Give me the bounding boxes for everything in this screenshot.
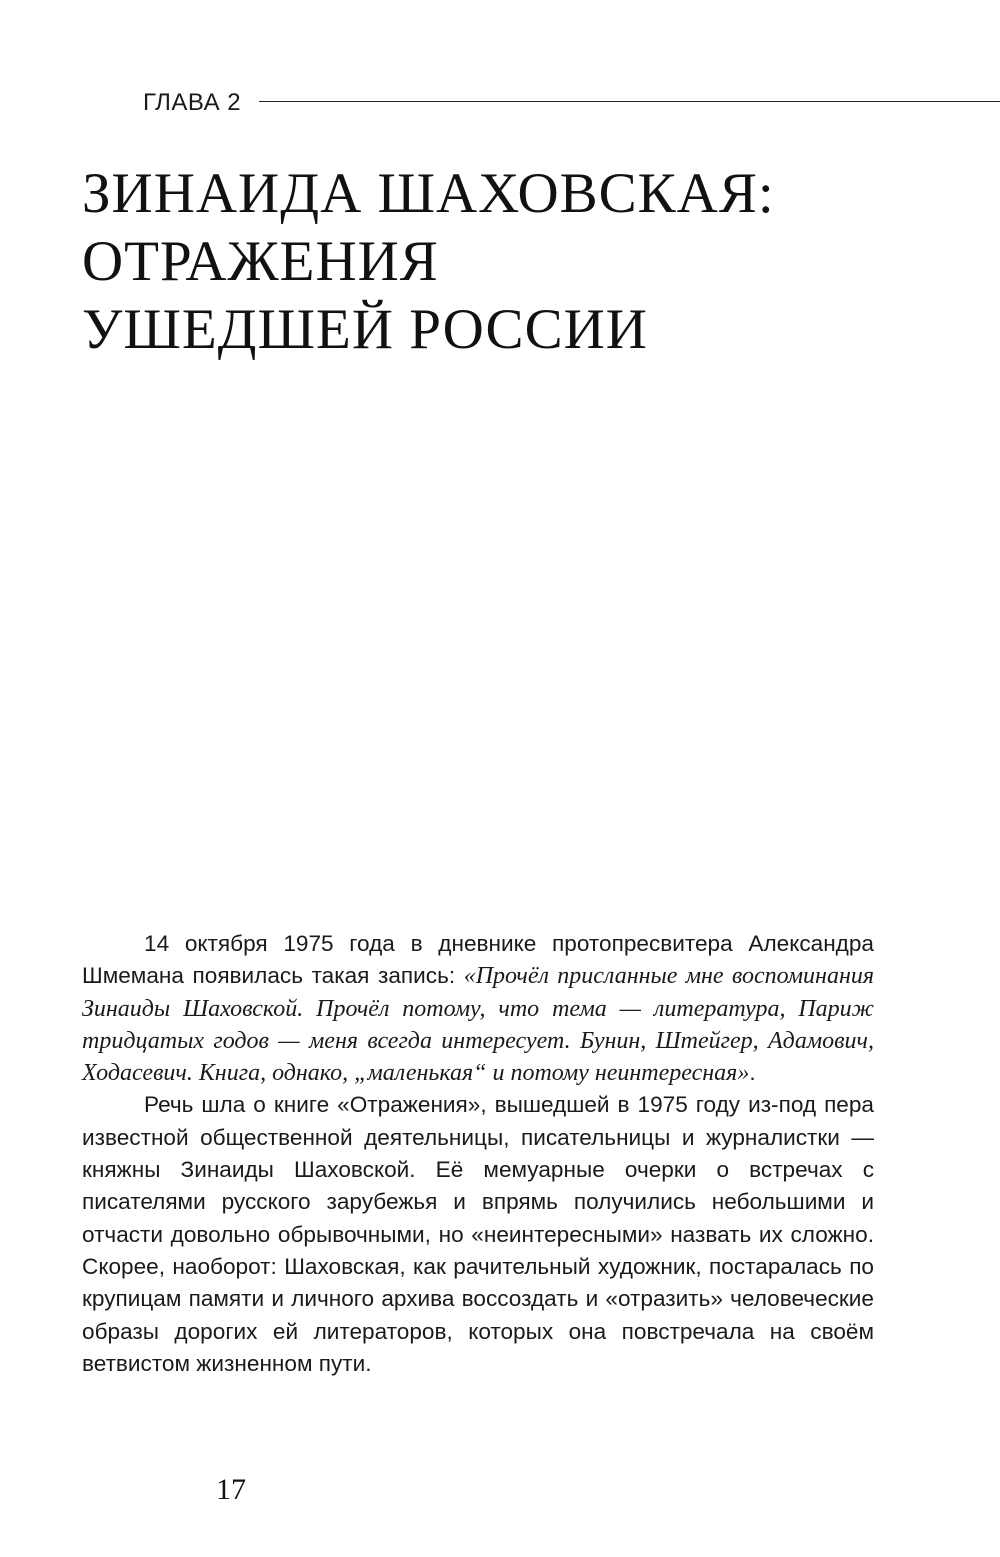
page-number: 17	[216, 1473, 246, 1506]
paragraph-1-end: .	[749, 1060, 756, 1086]
paragraph-2: Речь шла о книге «Отражения», вышедшей в 1975 году из-под пера известной общественной деятельницы, писательницы и журналистки — княжны Зинаиды Шаховской. Её мемуарные очерки о встречах с писателями русского зарубежья и впрямь получились небольшими и отчасти довольно обрывочными, но «неинтересными» назвать их сложно. Скорее, наоборот: Шаховская, как рачительный художник, постаралась по крупицам памяти и личного архива воссоздать и «отразить» человеческие образы дорогих ей литераторов, которых она повстречала на своём ветвистом жизненном пути.	[82, 1092, 874, 1376]
chapter-header	[143, 86, 1000, 122]
chapter-title-line-2: ОТРАЖЕНИЯ	[82, 230, 439, 293]
chapter-rule	[259, 101, 1000, 102]
chapter-label: ГЛАВА 2	[143, 89, 242, 116]
chapter-title	[82, 160, 962, 364]
paragraph-1	[82, 928, 874, 1089]
paragraph-1-intro: 14 октября 1975 года в дневнике протопресвитера Александра Шмемана появилась такая запись:	[82, 931, 874, 989]
chapter-title-line-1: ЗИНАИДА ШАХОВСКАЯ:	[82, 162, 775, 225]
diary-quote: «Прочёл присланные мне воспоминания Зинаиды Шаховской. Прочёл потому, что тема — литература, Париж тридцатых годов — меня всегда интересует. Бунин, Штейгер, Адамович, Ходасевич. Книга, однако, „маленькая“ и потому неинтересная»	[82, 963, 875, 1087]
chapter-title-line-3: УШЕДШЕЙ РОССИИ	[82, 298, 648, 361]
body-text	[82, 928, 874, 1380]
